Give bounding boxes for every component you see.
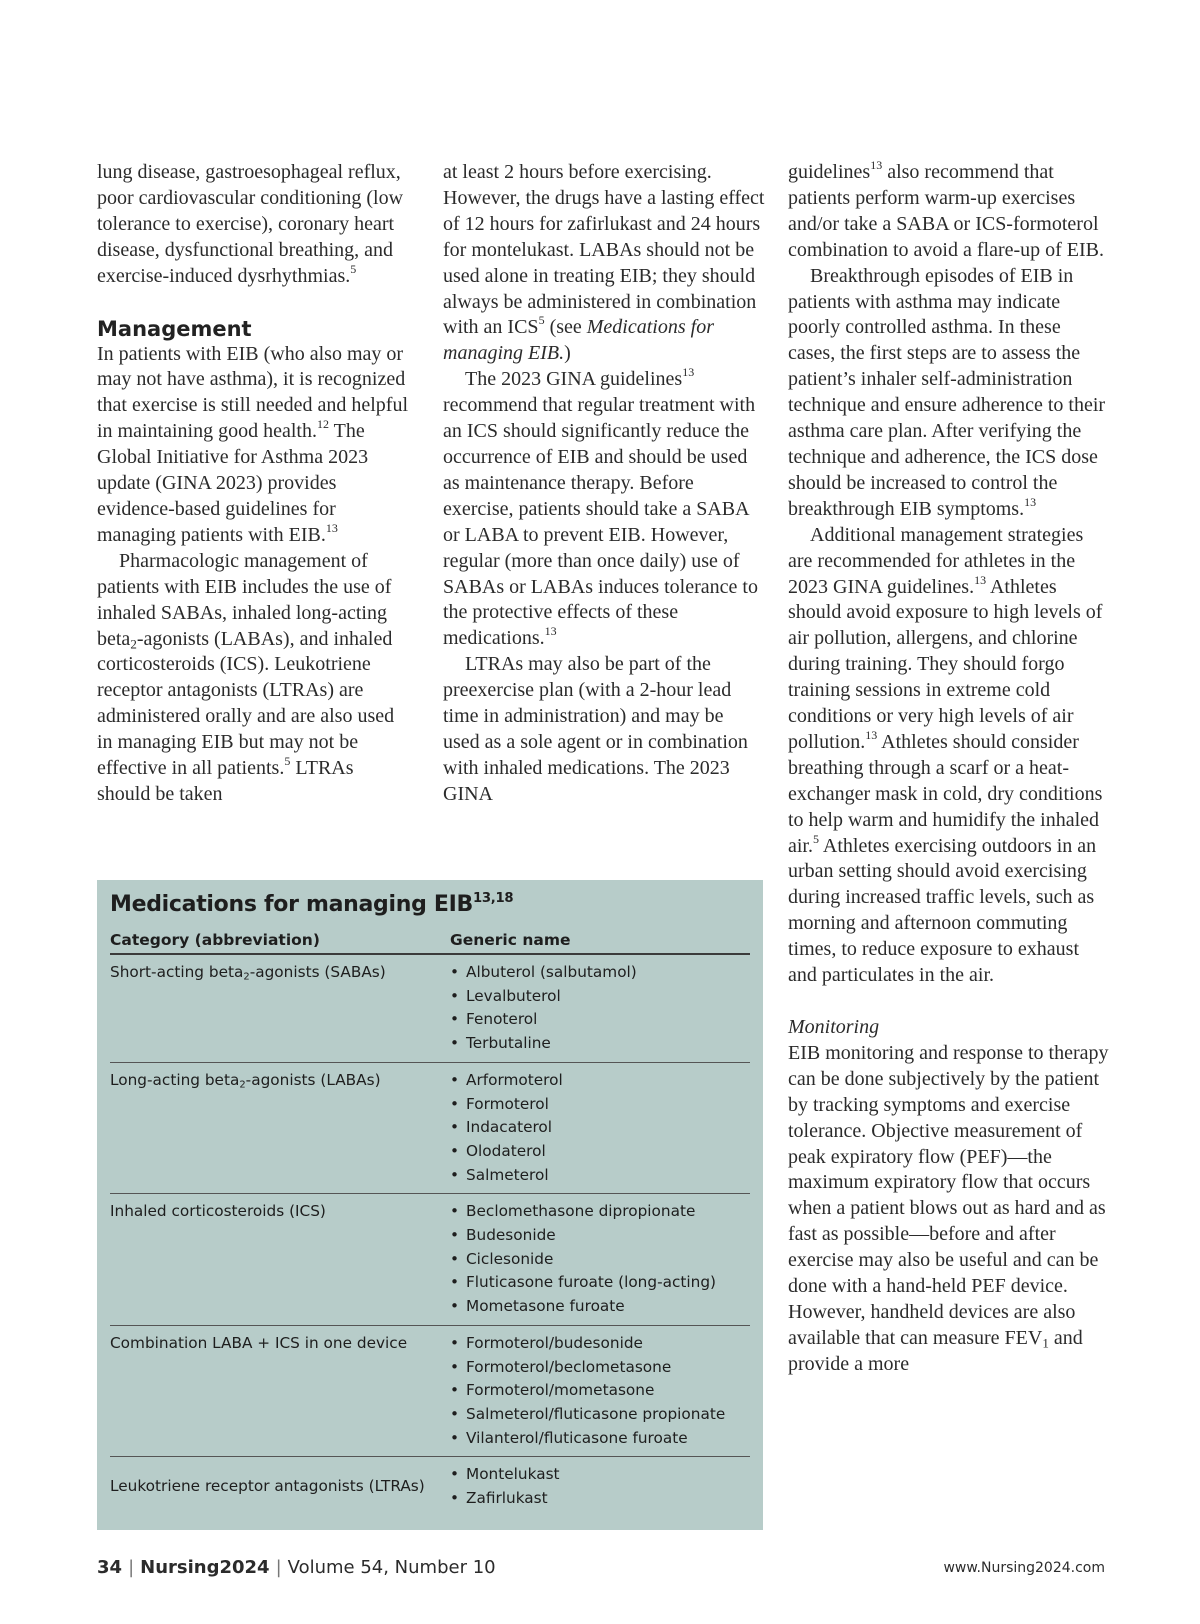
category-cell: Combination LABA + ICS in one device	[110, 1325, 450, 1457]
generic-names-cell	[450, 954, 750, 1062]
paragraph: guidelines$^{13}$ also recommend that patients perform warm-up exercises and/or take a SABA or ICS-formoterol combination to avoid a flare-up of EIB.	[788, 158, 1105, 261]
list-item: • Salmeterol/fluticasone propionate	[450, 1403, 750, 1427]
list-item: • Fluticasone furoate (long-acting)	[450, 1271, 750, 1295]
list-item: • Fenoterol	[450, 1008, 750, 1032]
separator: |	[128, 1557, 135, 1578]
category-cell: Leukotriene receptor antagonists (LTRAs)	[110, 1457, 450, 1517]
section-heading-management: Management	[97, 316, 252, 341]
table-row	[110, 1457, 750, 1517]
paragraph: Breakthrough episodes of EIB in patients with asthma may indicate poorly controlled asthma. In these cases, the first steps are to assess the patient’s inhaler self-administration technique and ensure adherence to their asthma care plan. After verifying the technique and adherence, the ICS dose should be increased to control the breakthrough EIB symptoms.$^{13}$	[788, 264, 1106, 520]
text-column-1	[97, 160, 410, 808]
column-header-category: Category (abbreviation)	[110, 927, 450, 954]
paragraph: lung disease, gastroesophageal reflux, poor cardiovascular conditioning (low tolerance to exercise), coronary heart disease, dysfunctional breathing, and exercise-induced dysrhythmias.$^5$	[97, 161, 404, 287]
list-item: • Arformoterol	[450, 1069, 750, 1093]
list-item: • Vilanterol/fluticasone furoate	[450, 1427, 750, 1451]
footer-left	[97, 1557, 496, 1578]
category-cell: Long-acting beta$_2$-agonists (LABAs)	[110, 1062, 450, 1194]
list-item: • Beclomethasone dipropionate	[450, 1200, 750, 1224]
list-item: • Formoterol	[450, 1093, 750, 1117]
list-item: • Terbutaline	[450, 1032, 750, 1056]
list-item: • Budesonide	[450, 1224, 750, 1248]
list-item: • Albuterol (salbutamol)	[450, 961, 750, 985]
paragraph: In patients with EIB (who also may or may not have asthma), it is recognized that exercise is still needed and helpful in maintaining good health.$^{12}$ The Global Initiative for Asthma 2023 update (GINA 2023) provides evidence-based guidelines for managing patients with EIB.$^{13}$	[97, 342, 409, 546]
list-item: • Formoterol/budesonide	[450, 1332, 750, 1356]
paragraph: at least 2 hours before exercising. However, the drugs have a lasting effect of 12 hours for zafirlukast and 24 hours for montelukast. LABAs should not be used alone in treating EIB; they should always be administered in combination with an ICS$^5$ (see Medications for managing EIB.)	[443, 161, 765, 365]
list-item: • Formoterol/beclometasone	[450, 1356, 750, 1380]
issue-info: Volume 54, Number 10	[287, 1557, 496, 1578]
magazine-name: Nursing2024	[140, 1557, 270, 1578]
paragraph: LTRAs may also be part of the preexercise plan (with a 2-hour lead time in administration) and may be used as a sole agent or in combination with inhaled medications. The 2023 GINA	[443, 653, 748, 805]
list-item: • Indacaterol	[450, 1116, 750, 1140]
subheading-monitoring: Monitoring	[788, 1016, 880, 1038]
generic-names-cell	[450, 1325, 750, 1457]
table-header-row	[110, 927, 750, 954]
generic-names-cell	[450, 1457, 750, 1517]
page-number: 34	[97, 1557, 123, 1578]
list-item: • Ciclesonide	[450, 1248, 750, 1272]
list-item: • Montelukast	[450, 1463, 750, 1487]
paragraph: The 2023 GINA guidelines$^{13}$ recommend that regular treatment with an ICS should significantly reduce the occurrence of EIB and should be used as maintenance therapy. Before exercise, patients should take a SABA or LABA to prevent EIB. However, regular (more than once daily) use of SABAs or LABAs induces tolerance to the protective effects of these medications.$^{13}$	[443, 365, 758, 650]
paragraph: Additional management strategies are recommended for athletes in the 2023 GINA guidelines.$^{13}$ Athletes should avoid exposure to high levels of air pollution, allergens, and chlorine during training. They should forgo training sessions in extreme cold conditions or very high levels of air pollution.$^{13}$ Athletes should consider breathing through a scarf or a heat-exchanger mask in cold, dry conditions to help warm and humidify the inhaled air.$^5$ Athletes exercising outdoors in an urban setting should avoid exercising during increased traffic levels, such as morning and afternoon commuting times, to reduce exposure to exhaust and particulates in the air.	[788, 523, 1103, 987]
separator: |	[275, 1557, 282, 1578]
medications-table	[110, 927, 750, 1517]
table-title: Medications for managing EIB$^{13,18}$	[110, 890, 514, 917]
text-column-3	[788, 160, 1110, 1378]
page-footer	[97, 1557, 1105, 1587]
list-item: • Salmeterol	[450, 1164, 750, 1188]
list-item: • Levalbuterol	[450, 985, 750, 1009]
column-header-generic-name: Generic name	[450, 927, 750, 954]
text-column-2	[443, 160, 765, 808]
list-item: • Formoterol/mometasone	[450, 1379, 750, 1403]
category-cell: Short-acting beta$_2$-agonists (SABAs)	[110, 963, 386, 983]
table-row	[110, 1194, 750, 1326]
paragraph: Pharmacologic management of patients with EIB includes the use of inhaled SABAs, inhaled long-acting beta$_2$-agonists (LABAs), and inhaled corticosteroids (ICS). Leukotriene receptor antagonists (LTRAs) are administered orally and are also used in managing EIB but may not be effective in all patients.$^5$ LTRAs should be taken	[97, 549, 395, 805]
table-row	[110, 1325, 750, 1457]
category-cell: Inhaled corticosteroids (ICS)	[110, 1194, 450, 1326]
table-row	[110, 1062, 750, 1194]
paragraph: EIB monitoring and response to therapy can be done subjectively by the patient by tracking symptoms and exercise tolerance. Objective measurement of peak expiratory flow (PEF)—the maximum expiratory flow that occurs when a patient blows out as hard and as fast as possible—before and after exercise may also be useful and can be done with a hand-held PEF device. However, handheld devices are also available that can measure $FEV_1$ and provide a more	[788, 1041, 1109, 1375]
list-item: • Mometasone furoate	[450, 1295, 750, 1319]
list-item: • Olodaterol	[450, 1140, 750, 1164]
footer-url: www.Nursing2024.com	[943, 1560, 1105, 1576]
generic-names-cell	[450, 1194, 750, 1326]
generic-names-cell	[450, 1062, 750, 1194]
list-item: • Zafirlukast	[450, 1487, 750, 1511]
table-row	[110, 954, 750, 1062]
medications-table-box	[97, 880, 763, 1530]
